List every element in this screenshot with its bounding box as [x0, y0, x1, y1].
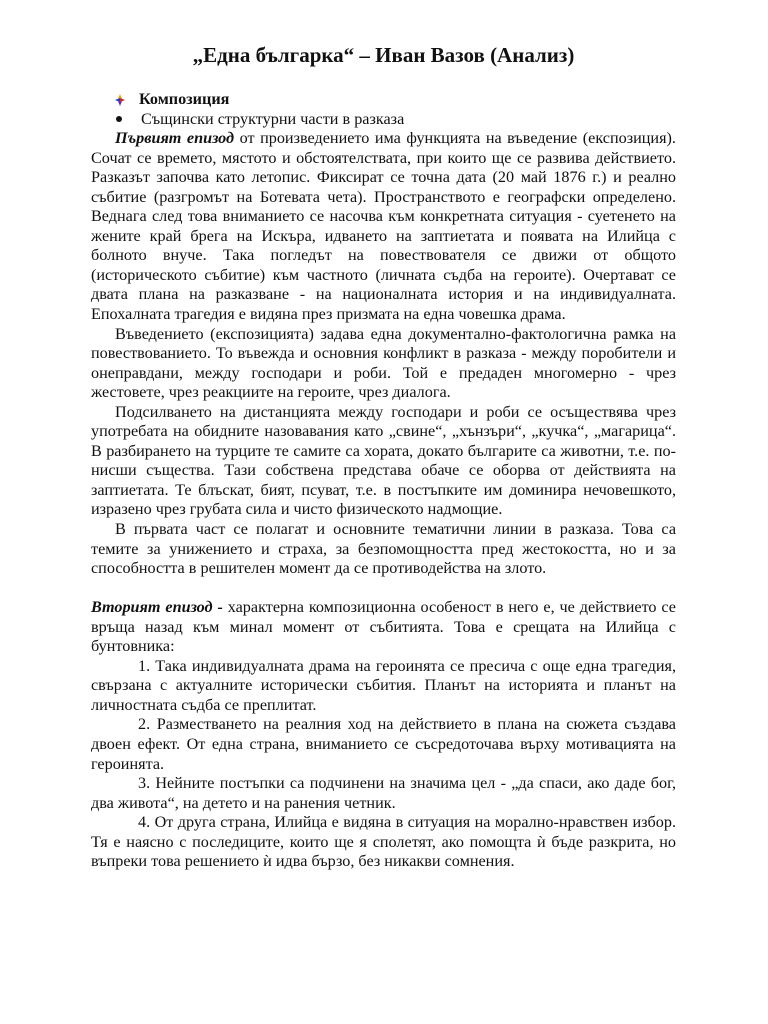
subheading: Същински структурни части в разказа [141, 109, 405, 128]
blank-line [91, 579, 676, 599]
paragraph-themes: В първата част се полагат и основните тематични линии в разказа. Това са темите за унижението и страха, за безпомощността пред жестокостта, но и за способността в решителен момент да се противодейства на злото. [91, 520, 676, 578]
paragraph-episode-2 [91, 598, 676, 657]
episode-1-lead: Първият епизод [115, 129, 235, 148]
paragraph-exposition: Въведението (експозицията) задава една документално-фактологична рамка на повествованието. То въвежда и основния конфликт в разказа - между поробители и онеправдани, между господари и роби. Той е предаден многомерно - чрез жестовете, чрез реакциите на героите, чрез диалога. [91, 324, 676, 402]
numbered-item-4: 4. От друга страна, Илийца е видяна в ситуация на морално-нравствен избор. Тя е наясно с последиците, които ще я сполетят, ако помощта ѝ бъде разкрита, но въпреки това решението ѝ идва бързо, без никакви сомнения. [91, 813, 676, 871]
episode-2-lead: Вторият епизод - [91, 598, 223, 617]
paragraph-episode-1 [91, 129, 676, 324]
page-title: „Една българка“ – Иван Вазов (Анализ) [192, 43, 575, 67]
round-bullet-icon [113, 115, 141, 123]
paragraph-distance: Подсилването на дистанцията между господари и роби се осъществява чрез употребата на обидните назовавания като „свине“, „хънзъри“, „кучка“, „магарица“. В разбирането на турците те самите са хората, докато българите са животни, т.е. по-нисши същества. Тази собствена представа обаче се оборва от действията на заптиетата. Те блъскат, бият, псуват, т.е. в постъпките им доминира нечовешкото, изразено чрез грубата сила и чисто физическото надмощие. [91, 402, 676, 519]
bullet-composition [113, 90, 676, 110]
section-heading: Композиция [139, 90, 230, 108]
document-page [91, 42, 676, 872]
episode-1-text: от произведението има функцията на въведение (експозиция). Сочат се времето, мястото и обстоятелствата, при които ще се развива действието. Разказът започва като летопис. Фиксират се точна дата (20 май 1876 г.) и реално събитие (разгромът на Ботевата чета). Пространството е географски определено. Веднага след това вниманието се насочва към конкретната ситуация - суетенето на жените край брега на Искъра, идването на заптиетата и появата на Илийца с болното внуче. Така погледът на повествователя се движи от общото (историческото събитие) към частното (личната съдба на героите). Очертават се двата плана на разказване - на националната история и на индивидуалната. Епохалната трагедия е видяна през призмата на една човешка драма. [91, 129, 676, 324]
numbered-item-2: 2. Разместването на реалния ход на действието в плана на сюжета създава двоен ефект. От една страна, вниманието се съсредоточава върху мотивацията на героинята. [91, 715, 676, 773]
numbered-item-3: 3. Нейните постъпки са подчинени на значима цел - „да спаси, ако даде бог, два живота“, на детето и на ранения четник. [91, 774, 676, 812]
episode-2-text: характерна композиционна особеност в него е, че действието се връща назад към минал момент от събитията. Това е срещата на Илийца с бунтовника: [91, 598, 676, 656]
ornate-bullet-icon [113, 93, 139, 107]
bullet-structure [113, 110, 676, 130]
numbered-item-1: 1. Така индивидуалната драма на героинята се пресича с още една трагедия, свързана с актуалните исторически събития. Планът на историята и планът на личностната съдба се преплитат. [91, 656, 676, 714]
